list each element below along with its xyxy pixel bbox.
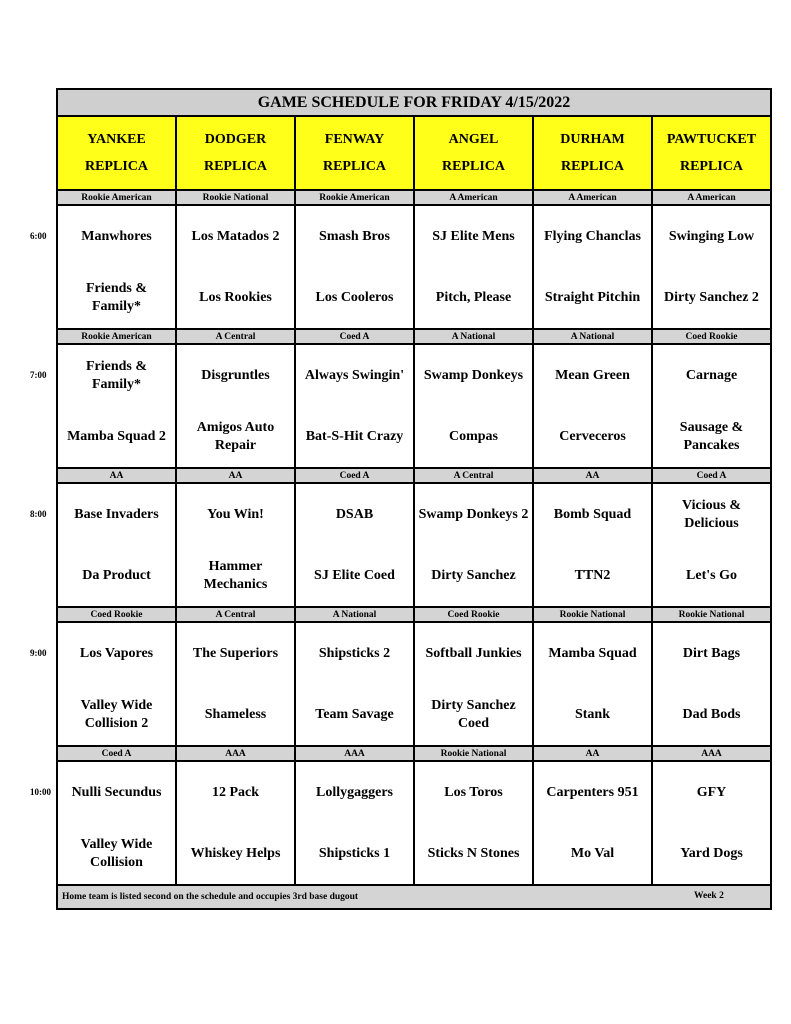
- game-cell: [176, 205, 295, 329]
- game-cell: [57, 483, 176, 607]
- home-team: Sausage & Pancakes: [679, 419, 744, 453]
- away-team: Manwhores: [81, 228, 152, 244]
- game-cell: [414, 205, 533, 329]
- game-cell: [57, 205, 176, 329]
- home-team: Cerveceros: [559, 428, 626, 444]
- away-team: 12 Pack: [211, 784, 260, 800]
- away-team: Los Vapores: [79, 645, 154, 661]
- home-team: Dirty Sanchez 2: [664, 289, 759, 305]
- away-team: Vicious & Delicious: [682, 497, 741, 531]
- away-team: Los Toros: [444, 784, 503, 800]
- away-team: Disgruntles: [201, 367, 270, 383]
- league-label: AAA: [295, 746, 414, 761]
- league-label: Coed A: [652, 468, 771, 483]
- home-team: Team Savage: [315, 706, 394, 722]
- time-label: 6:00: [30, 231, 47, 241]
- league-label: AAA: [652, 746, 771, 761]
- home-team: Friends & Family*: [85, 280, 148, 314]
- footer-note: Home team is listed second on the schedule and occupies 3rd base dugout: [62, 892, 359, 902]
- field-subtitle: REPLICA: [441, 159, 505, 174]
- away-team: Swamp Donkeys 2: [418, 506, 529, 522]
- game-cell: [414, 761, 533, 885]
- field-header: [176, 116, 295, 190]
- field-name: YANKEE: [87, 132, 146, 147]
- field-subtitle: REPLICA: [560, 159, 624, 174]
- home-team: Compas: [448, 428, 498, 444]
- away-team: You Win!: [207, 506, 264, 522]
- schedule: [56, 88, 770, 910]
- away-team: Smash Bros: [319, 228, 390, 244]
- home-team: Shipsticks 1: [318, 845, 391, 861]
- game-cell: [414, 622, 533, 746]
- away-team: Mean Green: [555, 367, 630, 383]
- league-label: Rookie American: [57, 190, 176, 205]
- league-label: Rookie National: [533, 607, 652, 622]
- game-cell: [176, 483, 295, 607]
- home-team: Da Product: [82, 567, 151, 583]
- game-row: [57, 761, 771, 885]
- home-team: Los Cooleros: [315, 289, 394, 305]
- home-team: Pitch, Please: [435, 289, 512, 305]
- home-team: Sticks N Stones: [427, 845, 520, 861]
- game-cell: [57, 761, 176, 885]
- home-team: Whiskey Helps: [190, 845, 281, 861]
- away-team: Nulli Secundus: [71, 784, 162, 800]
- home-team: SJ Elite Coed: [314, 567, 395, 583]
- game-cell: [57, 344, 176, 468]
- away-team: Lollygaggers: [316, 784, 393, 800]
- game-cell: [57, 622, 176, 746]
- league-label: A National: [295, 607, 414, 622]
- league-label: Coed A: [295, 329, 414, 344]
- league-label: Coed A: [295, 468, 414, 483]
- game-cell: [652, 761, 771, 885]
- home-team: Mo Val: [570, 845, 615, 861]
- schedule-table: [56, 88, 772, 910]
- league-label: Rookie American: [295, 190, 414, 205]
- home-team: Stank: [574, 706, 611, 722]
- game-cell: [533, 344, 652, 468]
- away-team: Bomb Squad: [553, 506, 632, 522]
- league-label: A American: [652, 190, 771, 205]
- game-cell: [533, 483, 652, 607]
- league-row: [57, 468, 771, 483]
- league-row: [57, 607, 771, 622]
- league-label: Coed Rookie: [57, 607, 176, 622]
- time-label: 7:00: [30, 370, 47, 380]
- game-cell: [652, 483, 771, 607]
- away-team: The Superiors: [192, 645, 279, 661]
- game-cell: [533, 205, 652, 329]
- game-cell: [176, 622, 295, 746]
- league-label: AA: [533, 746, 652, 761]
- field-header: [295, 116, 414, 190]
- week-label: Week 2: [694, 891, 724, 901]
- away-team: Los Matados 2: [191, 228, 280, 244]
- field-header: [414, 116, 533, 190]
- field-name: PAWTUCKET: [666, 132, 757, 147]
- league-label: A National: [533, 329, 652, 344]
- away-team: GFY: [696, 784, 727, 800]
- field-subtitle: REPLICA: [203, 159, 267, 174]
- home-team: TTN2: [574, 567, 611, 583]
- field-subtitle: REPLICA: [322, 159, 386, 174]
- field-name: ANGEL: [448, 132, 499, 147]
- away-team: Friends & Family*: [85, 358, 148, 392]
- game-cell: [414, 344, 533, 468]
- away-team: Swamp Donkeys: [423, 367, 524, 383]
- away-team: Always Swingin': [304, 367, 405, 383]
- game-cell: [295, 205, 414, 329]
- home-team: Amigos Auto Repair: [196, 419, 275, 453]
- home-team: Dad Bods: [682, 706, 741, 722]
- away-team: Mamba Squad: [548, 645, 637, 661]
- schedule-footer: [57, 885, 771, 909]
- time-label: 10:00: [30, 787, 51, 797]
- away-team: Swinging Low: [668, 228, 755, 244]
- league-label: Coed Rookie: [652, 329, 771, 344]
- game-cell: [176, 761, 295, 885]
- field-header: [652, 116, 771, 190]
- league-label: AA: [533, 468, 652, 483]
- league-label: Rookie American: [57, 329, 176, 344]
- game-cell: [295, 344, 414, 468]
- field-subtitle: REPLICA: [679, 159, 743, 174]
- league-row: [57, 329, 771, 344]
- away-team: Carpenters 951: [546, 784, 639, 800]
- game-cell: [295, 761, 414, 885]
- game-cell: [176, 344, 295, 468]
- away-team: SJ Elite Mens: [432, 228, 515, 244]
- league-row: [57, 746, 771, 761]
- field-name: DURHAM: [560, 132, 625, 147]
- game-row: [57, 344, 771, 468]
- league-label: A Central: [414, 468, 533, 483]
- field-name: FENWAY: [324, 132, 385, 147]
- league-label: Rookie National: [414, 746, 533, 761]
- home-team: Straight Pitchin: [544, 289, 641, 305]
- league-label: Coed A: [57, 746, 176, 761]
- game-cell: [533, 622, 652, 746]
- game-row: [57, 622, 771, 746]
- away-team: Dirt Bags: [682, 645, 741, 661]
- away-team: Softball Junkies: [425, 645, 522, 661]
- field-name: DODGER: [204, 132, 267, 147]
- home-team: Shameless: [204, 706, 267, 722]
- away-team: Base Invaders: [74, 506, 159, 522]
- game-cell: [295, 622, 414, 746]
- game-cell: [652, 622, 771, 746]
- league-label: Rookie National: [176, 190, 295, 205]
- home-team: Valley Wide Collision 2: [80, 697, 153, 731]
- league-label: AA: [176, 468, 295, 483]
- league-label: A National: [414, 329, 533, 344]
- home-team: Let's Go: [686, 567, 737, 583]
- game-cell: [414, 483, 533, 607]
- field-header: [57, 116, 176, 190]
- league-row: [57, 190, 771, 205]
- schedule-title: GAME SCHEDULE FOR FRIDAY 4/15/2022: [57, 89, 771, 116]
- game-cell: [652, 344, 771, 468]
- league-label: A Central: [176, 607, 295, 622]
- game-row: [57, 483, 771, 607]
- away-team: Flying Chanclas: [544, 228, 641, 244]
- league-label: A American: [533, 190, 652, 205]
- home-team: Dirty Sanchez Coed: [431, 697, 516, 731]
- league-label: A Central: [176, 329, 295, 344]
- away-team: DSAB: [335, 506, 374, 522]
- home-team: Yard Dogs: [680, 845, 743, 861]
- league-label: A American: [414, 190, 533, 205]
- field-header: [533, 116, 652, 190]
- home-team: Bat-S-Hit Crazy: [305, 428, 404, 444]
- league-label: AA: [57, 468, 176, 483]
- game-cell: [533, 761, 652, 885]
- field-subtitle: REPLICA: [84, 159, 148, 174]
- time-label: 8:00: [30, 509, 47, 519]
- home-team: Los Rookies: [199, 289, 272, 305]
- league-label: Rookie National: [652, 607, 771, 622]
- home-team: Valley Wide Collision: [80, 836, 153, 870]
- league-label: Coed Rookie: [414, 607, 533, 622]
- away-team: Shipsticks 2: [318, 645, 391, 661]
- time-label: 9:00: [30, 648, 47, 658]
- home-team: Mamba Squad 2: [67, 428, 166, 444]
- game-cell: [295, 483, 414, 607]
- away-team: Carnage: [685, 367, 738, 383]
- home-team: Dirty Sanchez: [431, 567, 516, 583]
- league-label: AAA: [176, 746, 295, 761]
- game-cell: [652, 205, 771, 329]
- home-team: Hammer Mechanics: [203, 558, 268, 592]
- game-row: [57, 205, 771, 329]
